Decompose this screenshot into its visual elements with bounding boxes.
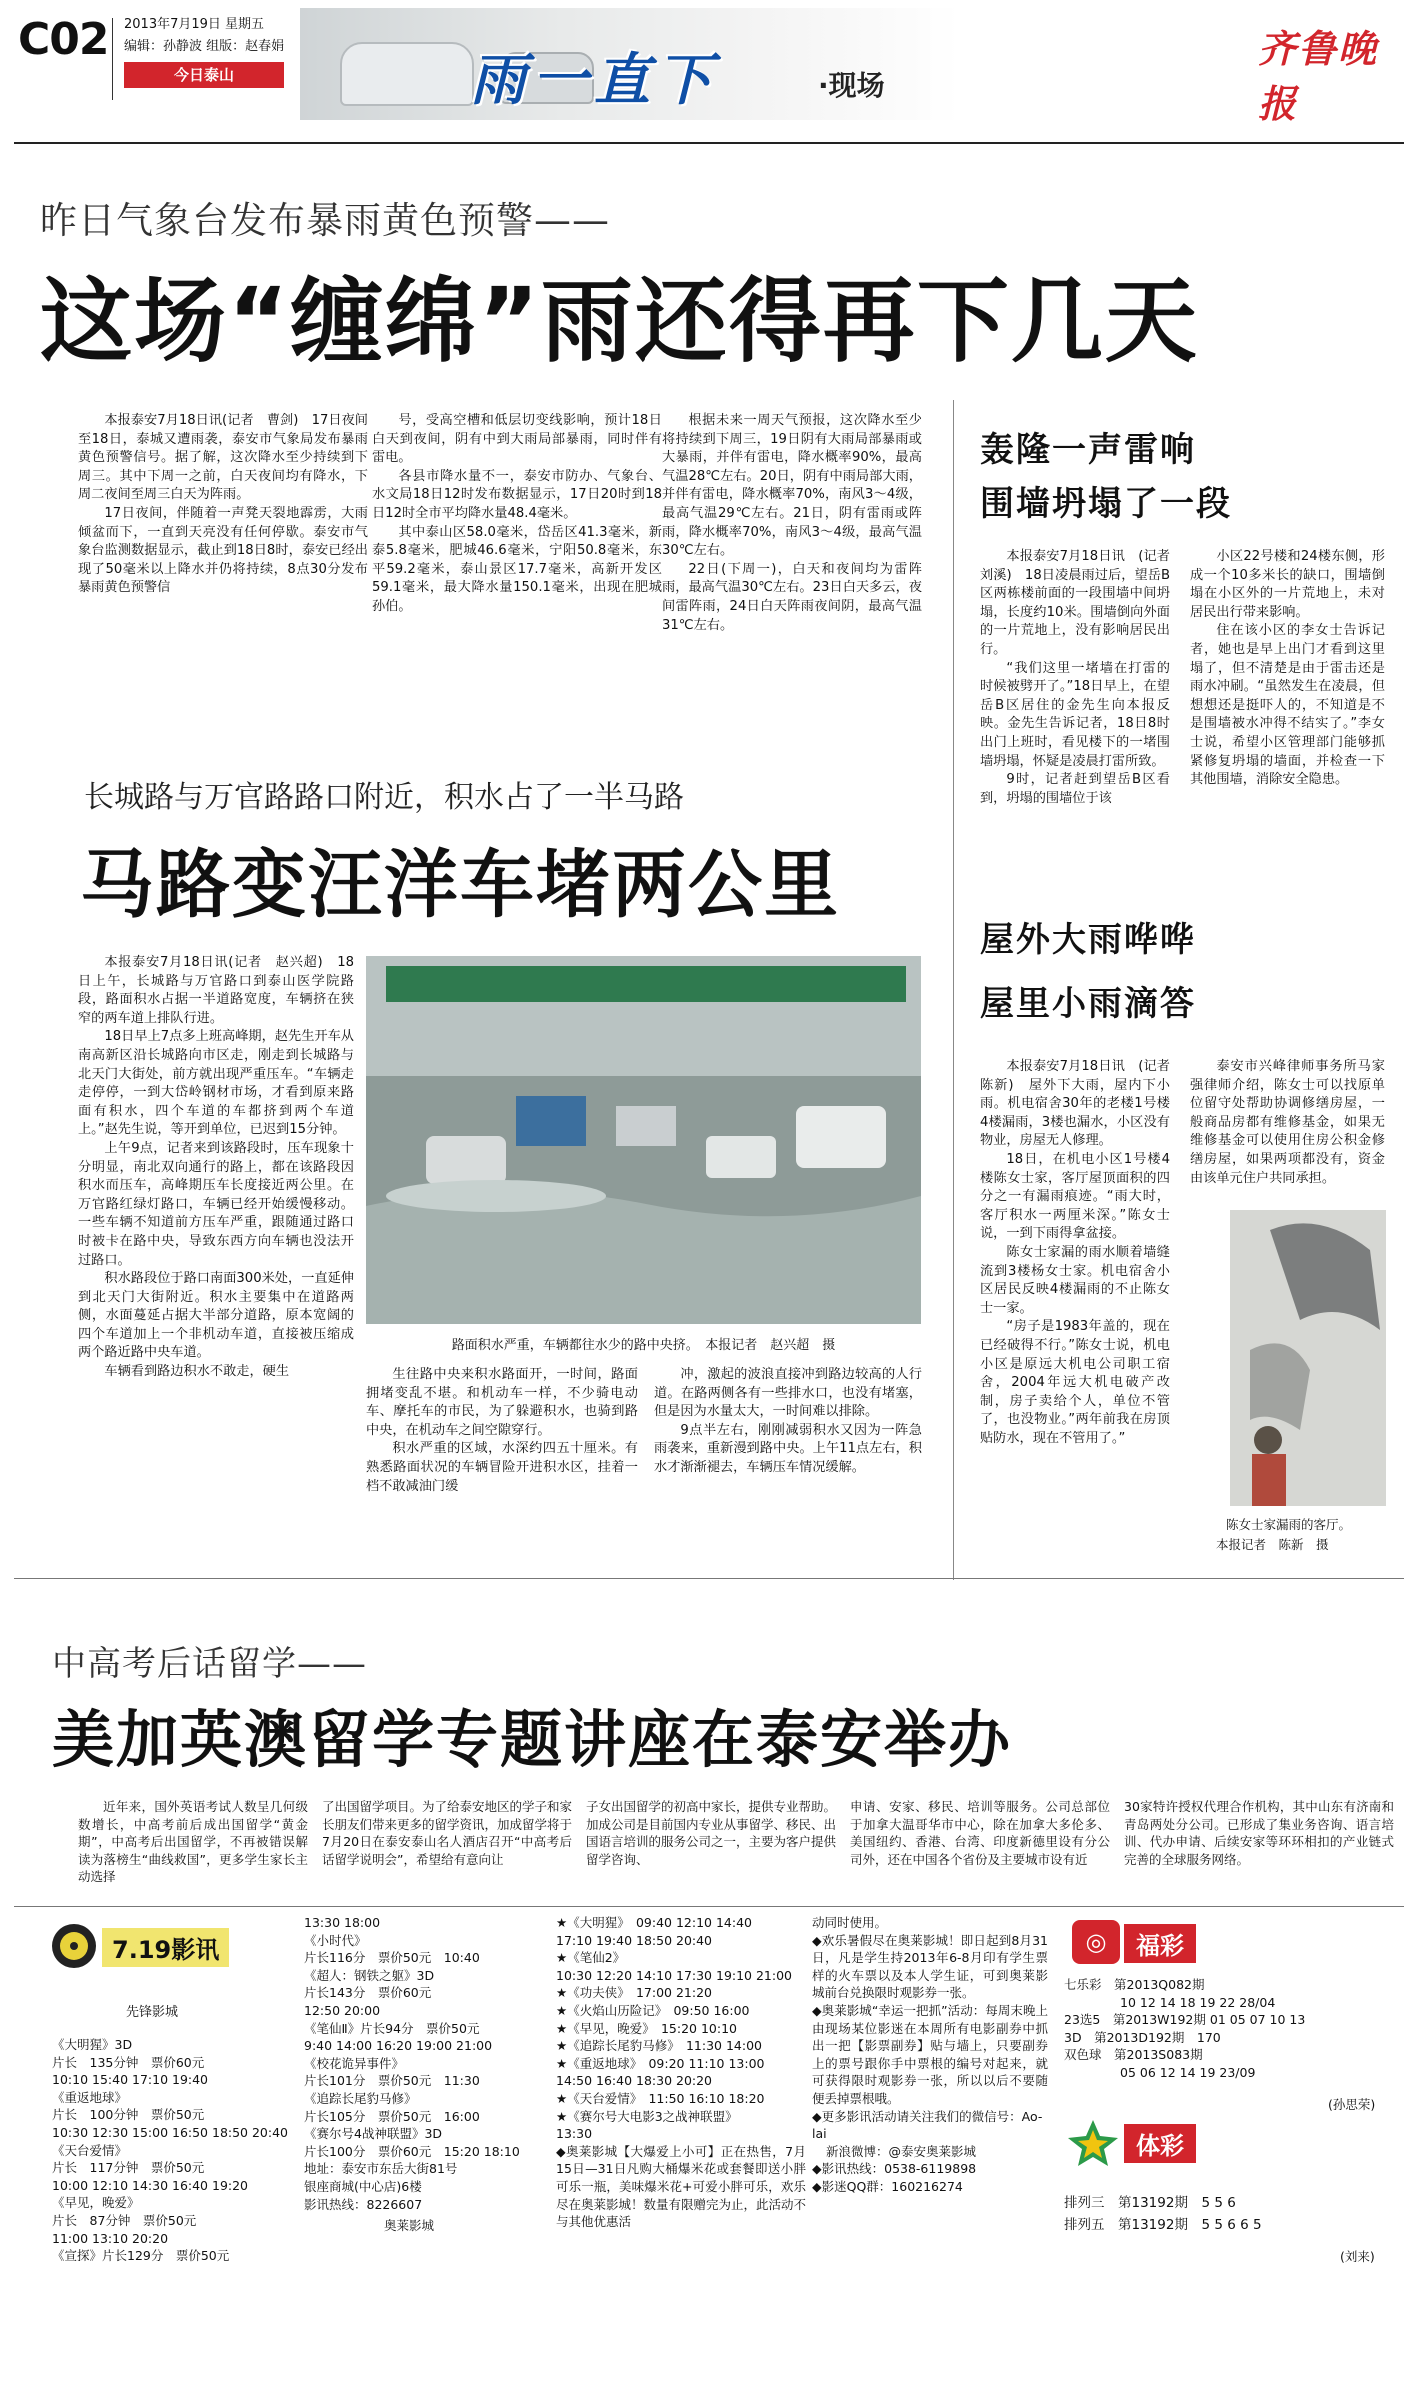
sports-lottery-logo <box>1066 2118 1120 2168</box>
listing-line: ★《重返地球》 09:20 11:10 13:00 <box>556 2055 765 2071</box>
listing-line: ◆影迷QQ群：160216274 <box>812 2178 963 2194</box>
page-header <box>0 0 1417 140</box>
listing-line: 片长143分 票价60元 <box>304 1985 432 2001</box>
lottery-line: 23选5 第2013W192期 01 05 07 10 13 <box>1064 2012 1306 2028</box>
paragraph: 根据未来一周天气预报，这次降水至少将持续到下周三，19日阴有大雨局部暴雨或大暴雨，并伴有雷电，降水概率90%，最高气温28℃左右。20日，阴有中雨局部大雨，并伴有雷电，降水概率70%，南风3～4级，最高气温29℃左右。21日，阴有雷雨或阵雨，降水概率70%，南风3～4级，最高气温30℃左右。 <box>662 413 922 559</box>
welfare-title: 福彩 <box>1124 1924 1196 1963</box>
story5-kicker: 中高考后话留学—— <box>52 1644 367 1684</box>
story5-column-1 <box>78 1798 308 1898</box>
story2-title-line1: 轰隆一声雷响 <box>980 430 1196 470</box>
listing-line: 13:30 <box>556 2126 593 2142</box>
listing-line: 《笔仙Ⅱ》片长94分 票价50元 <box>304 2020 480 2036</box>
movies-title: 7.19影讯 <box>102 1928 229 1967</box>
paragraph: 本报泰安7月18日讯(记者 曹剑) 17日夜间至18日，泰城又遭雨袭，泰安市气象局发布暴雨黄色预警信号。据了解，这次降水至少持续到下周三。其中下周一之前，白天夜间均有降水，下周二夜间至周三白天为阵雨。 <box>78 413 368 503</box>
listing-line: 10:00 12:10 14:30 16:40 19:20 <box>52 2177 249 2193</box>
listing-line: 片长 100分钟 票价50元 <box>52 2107 205 2123</box>
movies-column-4 <box>812 1914 1048 2196</box>
listing-line: ★《功夫侠》 17:00 21:20 <box>556 1985 712 2001</box>
listing-line: 《小时代》 <box>304 1932 367 1948</box>
paragraph: 了出国留学项目。为了给泰安地区的学子和家长朋友们带来更多的留学资讯，加成留学将于7月20日在泰安泰山名人酒店召开“中高考后话留学说明会”，希望给有意向让 <box>322 1799 573 1867</box>
sports-byline: (刘来) <box>1340 2249 1375 2264</box>
paragraph: 申请、安家、移民、培训等服务。公司总部位于加拿大温哥华市中心，除在加拿大多伦多、美国纽约、香港、台湾、印度新德里设有分公司外，还在中国各个省份及主要城市设有近 <box>850 1799 1110 1867</box>
section-rule <box>14 1578 1404 1579</box>
listing-line: 片长101分 票价50元 11:30 <box>304 2073 480 2089</box>
listing-line: 动同时使用。 <box>812 1915 888 1930</box>
sports-title: 体彩 <box>1124 2124 1196 2163</box>
story4-photo <box>1230 1210 1386 1506</box>
story3-kicker: 长城路与万官路路口附近，积水占了一半马路 <box>84 780 684 815</box>
leaking-ceiling-illustration <box>1230 1210 1386 1506</box>
paragraph: 冲，激起的波浪直接冲到路边较高的人行道。在路两侧各有一些排水口，也没有堵塞，但是因为水量太大，一时间难以排除。 <box>654 1367 922 1420</box>
page-number: C02 <box>18 14 109 65</box>
listing-line: ◆奥莱影城【大爆爱上小可】正在热售，7月15日—31日凡购大桶爆米花或套餐即送小胖可乐一瓶，美味爆米花+可爱小胖可乐，欢乐尽在奥莱影城！数量有限赠完为止，此活动不与其他优惠活 <box>556 2143 807 2230</box>
story2-column-2 <box>1190 548 1385 898</box>
banner-car-shape <box>340 42 474 106</box>
movie-film-icon <box>52 1924 96 1968</box>
header-rule <box>14 142 1404 144</box>
listing-line: ◆欢乐暑假尽在奥莱影城！即日起到8月31日，凡是学生持2013年6-8月印有学生票样的火车票以及本人学生证，可到奥莱影城前台兑换限时观影券一张。 <box>812 1932 1048 2001</box>
listing-line: 《天台爱情》 <box>52 2142 128 2158</box>
listing-line: 片长 87分钟 票价50元 <box>52 2212 197 2228</box>
editors: 编辑：孙静波 组版：赵春娟 <box>124 39 285 54</box>
lottery-line: 3D 第2013D192期 170 <box>1064 2029 1221 2045</box>
lottery-line: 七乐彩 第2013Q082期 <box>1064 1977 1205 1992</box>
listing-line: 10:10 15:40 17:10 19:40 <box>52 2072 209 2088</box>
paragraph: 本报泰安7月18日讯(记者 赵兴超) 18日上午，长城路与万官路口到泰山医学院路段，路面积水占据一半道路宽度，车辆挤在狭窄的两车道上排队行进。 <box>78 955 354 1026</box>
listing-line: 影讯热线：8226607 <box>304 2196 423 2212</box>
welfare-byline: (孙思荣) <box>1328 2097 1376 2112</box>
story2-column-1 <box>980 548 1184 898</box>
story3-photo <box>366 956 921 1324</box>
listing-line: 14:50 16:40 18:30 20:20 <box>556 2073 713 2089</box>
listing-line: 地址：泰安市东岳大街81号 <box>304 2161 458 2177</box>
paragraph: 积水路段位于路口南面300米处，一直延伸到北天门大街附近。积水主要集中在道路两侧，水面蔓延占据大半部分道路，原本宽阔的四个车道加上一个非机动车道，直接被压缩成两个路近路中央车道。 <box>78 1271 354 1361</box>
listing-line: ★《赛尔号大电影3之战神联盟》 <box>556 2108 738 2124</box>
paragraph: 17日夜间，伴随着一声凳天裂地霹雳，大雨倾盆而下，一直到天亮没有任何停歇。泰安市气象台监测数据显示，截止到18日8时，泰安已经出现了50毫米以上降水并仍将持续，8点30分发布暴雨黄色预警信 <box>78 505 368 596</box>
paragraph: 本报泰安7月18日讯 (记者 陈新) 屋外下大雨，屋内下小雨。机电宿舍30年的老楼1号楼4楼漏雨，3楼也漏水，小区没有物业，房屋无人修理。 <box>980 1059 1184 1149</box>
story4-title-line1: 屋外大雨哗哗 <box>980 920 1196 960</box>
story5-headline: 美加英澳留学专题讲座在泰安举办 <box>52 1703 1013 1776</box>
paragraph: “我们这里一堵墙在打雷的时候被劈开了。”18日早上，在望岳B区居住的金先生向本报反映。金先生告诉记者，18日8时出门上班时，看见楼下的一堵围墙坍塌，怀疑是凌晨打雷所致。 <box>980 660 1170 769</box>
paragraph: 30家特许授权代理合作机构，其中山东有济南和青岛两处分公司。已形成了集业务咨询、语言培训、代办申请、后续安家等环环相扣的产业链式完善的全球服务网络。 <box>1124 1799 1394 1867</box>
story3-headline: 马路变汪洋车堵两公里 <box>80 842 840 928</box>
welfare-results <box>1064 1976 1394 2082</box>
paragraph: 号，受高空槽和低层切变线影响，预计18日白天到夜间，阴有中到大雨局部暴雨，同时伴有雷电。 <box>372 413 662 466</box>
listing-line: 新浪微博：@泰安奥莱影城 <box>826 2143 977 2159</box>
story5-column-3 <box>586 1798 836 1898</box>
listing-line: 11:00 13:10 20:20 <box>52 2230 169 2246</box>
banner-title: 雨一直下 <box>470 48 718 113</box>
issue-date: 2013年7月19日 星期五 <box>124 17 265 32</box>
paragraph: 22日(下周一)，白天和夜间均为雷阵雨，最高气温30℃左右。23日白天多云，夜间雷阵雨，24日白天阵雨夜间阴，最高气温31℃左右。 <box>662 561 922 633</box>
listing-line: 《追踪长尾豹马修》 <box>304 2090 417 2106</box>
story4-column-2 <box>1190 1058 1385 1198</box>
listing-line: 13:30 18:00 <box>304 1915 381 1930</box>
listing-line: 10:30 12:20 14:10 17:30 19:10 21:00 <box>556 1967 793 1983</box>
listing-line: ★《追踪长尾豹马修》 11:30 14:00 <box>556 2038 762 2054</box>
sports-lottery-icon <box>1066 2118 1120 2168</box>
listing-line: 片长 135分钟 票价60元 <box>52 2054 205 2070</box>
paragraph: 其中泰山区58.0毫米，岱岳区41.3毫米，新泰5.8毫米，肥城46.6毫米，宁阳50.8毫米，东平59.2毫米，泰山景区17.7毫米，高新开发区59.1毫米，最大降水量150.1毫米，出现在肥城孙伯。 <box>372 524 662 614</box>
listing-line: ★《天台爱情》 11:50 16:10 18:20 <box>556 2090 765 2106</box>
story5-column-5 <box>1124 1798 1394 1898</box>
paragraph: 小区22号楼和24楼东侧，形成一个10多米长的缺口，围墙倒塌在小区外的一片荒地上，未对居民出行带来影响。 <box>1190 549 1385 620</box>
story1-column-3 <box>662 412 922 684</box>
listing-line: 奥莱影城 <box>384 2218 435 2234</box>
paragraph: 18日，在机电小区1号楼4楼陈女士家，客厅屋顶面积的四分之一有漏雨痕迹。“雨大时，客厅积水一两厘米深。”陈女士说，一到下雨得拿盆接。 <box>980 1151 1170 1242</box>
lottery-line: 排列五 第13192期 5 5 6 6 5 <box>1064 2217 1262 2233</box>
story3-column-3 <box>654 1366 922 1558</box>
listing-line: 《赛尔号4战神联盟》3D <box>304 2126 443 2142</box>
listing-line: 《重返地球》 <box>52 2089 128 2105</box>
listing-line: 9:40 14:00 16:20 19:00 21:00 <box>304 2038 493 2054</box>
listing-line: 《大明猩》3D <box>52 2037 133 2052</box>
listing-line: ◆奥莱影城“幸运一把抓”活动：每周末晚上由现场某位影迷在本周所有电影副券中抓出一把【影票副券】贴与墙上，只要副券上的票号跟你手中票根的编号对起来，就可获得限时观影券一张，所以以后不要随便丢掉票根哦。 <box>812 2002 1048 2106</box>
paragraph: 近年来，国外英语考试人数呈几何级数增长，中高考前后成出国留学“黄金期”，中高考后出国留学，不再被错误解读为落榜生“曲线救国”，更多学生家长主动选择 <box>78 1799 308 1885</box>
welfare-lottery-logo: ◎ <box>1072 1920 1120 1964</box>
lottery-line: 双色球 第2013S083期 <box>1064 2047 1203 2063</box>
paragraph: 18日早上7点多上班高峰期，赵先生开车从南高新区沿长城路向市区走，刚走到长城路与北天门大街处，前方就出现严重压车。“车辆走走停停，一到大岱岭钢材市场，才看到原来路面有积水，四个车道的车都挤到两个车道上。”赵先生说，等开到单位，已迟到15分钟。 <box>78 1029 354 1138</box>
column-divider <box>953 400 954 1580</box>
listing-line: 银座商城(中心店)6楼 <box>304 2178 422 2194</box>
movies-column-3 <box>556 1914 806 2231</box>
cinema-name-1: 先锋影城 <box>126 2005 179 2020</box>
listing-line: ★《大明猩》 09:40 12:10 14:40 <box>556 1915 752 1930</box>
listing-line: 片长116分 票价50元 10:40 <box>304 1950 480 1966</box>
story5-column-4 <box>850 1798 1110 1898</box>
paragraph: 车辆看到路边积水不敢走，硬生 <box>104 1364 290 1380</box>
listing-line: 《校花诡异事件》 <box>304 2055 405 2071</box>
paragraph: 本报泰安7月18日讯 (记者 刘溪) 18日凌晨雨过后，望岳B区两栋楼前面的一段围墙中间坍塌，长度约10米。围墙倒向外面的一片荒地上，没有影响居民出行。 <box>980 549 1184 657</box>
paragraph: 9点半左右，刚刚减弱积水又因为一阵急雨袭来，重新漫到路中央。上午11点左右，积水才渐渐褪去，车辆压车情况缓解。 <box>654 1422 922 1475</box>
story2-title-line2: 围墙坍塌了一段 <box>980 484 1232 524</box>
story1-headline: 这场“缠绵”雨还得再下几天 <box>40 268 1199 375</box>
paragraph: “房子是1983年盖的，现在已经破得不行。”陈女士说，机电小区是原远大机电公司职工宿舍，2004年远大机电破产改制，房子卖给个人，单位不管了，也没物业。”两年前我在房顶贴防水，现在不管用了。” <box>980 1319 1170 1446</box>
listing-line: ★《火焰山历险记》 09:50 16:00 <box>556 2002 750 2018</box>
listing-line: 17:10 19:40 18:50 20:40 <box>556 1932 713 1948</box>
listing-line: 《早见，晚爱》 <box>52 2195 140 2211</box>
listing-line: 《超人：钢铁之躯》3D <box>304 1967 435 1983</box>
story4-photo-caption-1: 陈女士家漏雨的客厅。 <box>1226 1517 1352 1532</box>
story4-column-1 <box>980 1058 1184 1558</box>
paragraph: 住在该小区的李女士告诉记者，她也是早上出门才看到这里塌了，但不清楚是由于雷击还是雨水冲刷。“虽然发生在凌晨，但想想还是挺吓人的，不知道是不是围墙被水冲得不结实了。”李女士说，希望小区管理部门能够抓紧修复坍塌的墙面，并检查一下其他围墙，消除安全隐患。 <box>1190 623 1385 788</box>
story3-column-2 <box>366 1366 638 1558</box>
story3-photo-caption: 路面积水严重，车辆都往水少的路中央挤。 本报记者 赵兴超 摄 <box>451 1338 836 1353</box>
listing-line: ◆更多影讯活动请关注我们的微信号：Ao-lai <box>812 2108 1043 2142</box>
paragraph: 9时，记者赶到望岳B区看到，坍塌的围墙位于该 <box>980 772 1170 806</box>
paragraph: 积水严重的区域，水深约四五十厘米。有熟悉路面状况的车辆冒险开进积水区，挂着一档不敢减油门缓 <box>366 1441 638 1494</box>
lower-rule <box>14 1906 1404 1907</box>
lottery-line: 10 12 14 18 19 22 28/04 <box>1120 1994 1276 2010</box>
header-divider <box>112 18 113 100</box>
flooded-road-illustration <box>366 956 921 1324</box>
paragraph: 陈女士家漏的雨水顺着墙缝流到3楼杨女士家。机电宿舍小区居民反映4楼漏雨的不止陈女士一家。 <box>980 1244 1170 1316</box>
paragraph: 泰安市兴峰律师事务所马家强律师介绍，陈女士可以找原单位留守处帮助协调修缮房屋，一般商品房都有维修基金，如果无维修基金可以使用住房公积金修缮房屋，如果两项都没有，资金由该单元住户共同承担。 <box>1190 1059 1385 1186</box>
movies-column-1 <box>52 2036 289 2265</box>
newspaper-logo: 齐鲁晚报 <box>1258 26 1379 126</box>
listing-line: 片长105分 票价50元 16:00 <box>304 2108 480 2124</box>
story3-column-1 <box>78 954 354 1558</box>
story1-column-2 <box>372 412 662 684</box>
story1-column-1 <box>78 412 368 684</box>
listing-line: ★《笔仙2》 <box>556 1950 626 1966</box>
listing-line: 片长100分 票价60元 15:20 18:10 <box>304 2143 520 2159</box>
story1-kicker: 昨日气象台发布暴雨黄色预警—— <box>40 199 610 242</box>
story4-photo-caption-2: 本报记者 陈新 摄 <box>1216 1537 1329 1552</box>
listing-line: ◆影讯热线：0538-6119898 <box>812 2161 977 2177</box>
paragraph: 生往路中央来积水路面开，一时间，路面拥堵变乱不堪。和机动车一样，不少骑电动车、摩托车的市民，为了躲避积水，也骑到路中央，在机动车之间空隙穿行。 <box>366 1367 638 1438</box>
listing-line: 12:50 20:00 <box>304 2002 381 2018</box>
lottery-line: 05 06 12 14 19 23/09 <box>1120 2064 1256 2080</box>
movies-column-2 <box>304 1914 544 2235</box>
listing-line: 《宣探》片长129分 票价50元 <box>52 2248 230 2264</box>
sports-results <box>1064 2192 1394 2236</box>
listing-line: 10:30 12:30 15:00 16:50 18:50 20:40 <box>52 2124 289 2140</box>
listing-line: ★《早见，晚爱》 15:20 10:10 <box>556 2020 737 2036</box>
lottery-line: 排列三 第13192期 5 5 6 <box>1064 2195 1236 2211</box>
paragraph: 上午9点，记者来到该路段时，压车现象十分明显，南北双向通行的路上，都在该路段因积水而压车，高峰期压车长度接近两公里。在万官路红绿灯路口，车辆已经开始缓慢移动。一些车辆不知道前方压车严重，跟随通过路口时被卡在路中央，导致东西方向车辆也没法开过路口。 <box>78 1140 354 1268</box>
banner-subtitle: ·现场 <box>818 69 885 102</box>
paragraph: 子女出国留学的初高中家长，提供专业帮助。 加成公司是目前国内专业从事留学、移民、出国语言培训的服务公司之一，主要为客户提供留学咨询、 <box>586 1799 837 1867</box>
paragraph: 各县市降水量不一，泰安市防办、气象台、水文局18日12时发布数据显示，17日20时到18日12时全市平均降水量48.4毫米。 <box>372 468 662 521</box>
listing-line: 片长 117分钟 票价50元 <box>52 2160 205 2176</box>
story4-title-line2: 屋里小雨滴答 <box>980 984 1196 1024</box>
story5-column-2 <box>322 1798 572 1898</box>
section-tag: 今日泰山 <box>124 62 284 88</box>
